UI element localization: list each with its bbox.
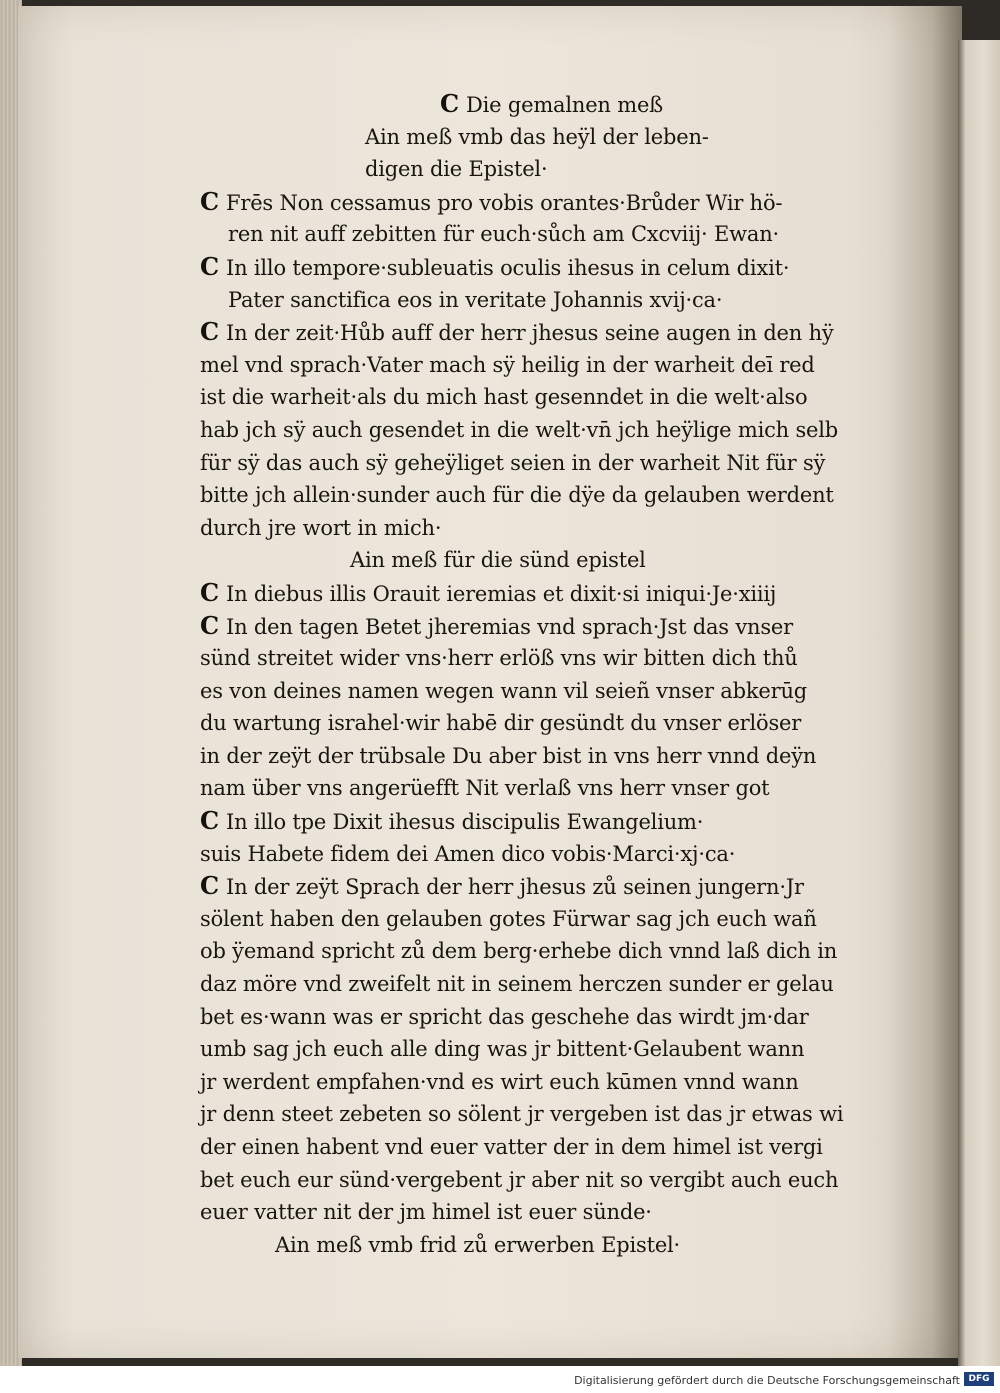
- text-line: [200, 1229, 890, 1262]
- text-line: [200, 121, 890, 154]
- text-line: [200, 838, 890, 871]
- line-text: durch jre wort in mich·: [200, 515, 442, 540]
- text-line: [200, 870, 890, 903]
- line-text: mel vnd sprach·Vater mach sÿ heilig in der warheit deī red: [200, 352, 815, 377]
- pilcrow-mark: C: [200, 251, 219, 281]
- text-line: [200, 218, 890, 251]
- text-line: [200, 903, 890, 936]
- text-line: [200, 251, 890, 284]
- line-text: bitte jch allein·sunder auch für die dÿe da gelauben werdent: [200, 483, 834, 508]
- line-text: bet euch eur sünd·vergebent jr aber nit so vergibt auch euch: [200, 1167, 839, 1192]
- line-text: sölent haben den gelauben gotes Fürwar sag jch euch wañ: [200, 906, 817, 931]
- line-text: daz möre vnd zweifelt nit in seinem herczen sunder er gelau: [200, 972, 834, 997]
- text-line: [200, 284, 890, 317]
- text-line: [200, 1033, 890, 1066]
- line-text: digen die Epistel·: [365, 157, 548, 182]
- text-line: [200, 316, 890, 349]
- line-text: jr denn steet zebeten so sölent jr vergeben ist das jr etwas wi: [200, 1102, 844, 1127]
- pilcrow-mark: C: [200, 186, 219, 216]
- dfg-logo: DFG: [964, 1372, 994, 1386]
- line-text: jr werdent empfahen·vnd es wirt euch kūmen vnnd wann: [200, 1069, 799, 1094]
- text-line: [200, 935, 890, 968]
- text-line: [200, 707, 890, 740]
- text-line: [200, 1066, 890, 1099]
- page-text: [200, 88, 890, 1261]
- text-line: [200, 610, 890, 643]
- text-line: [200, 1164, 890, 1197]
- text-line: [200, 447, 890, 480]
- line-text: es von deines namen wegen wann vil seieñ vnser abkerūg: [200, 678, 808, 703]
- line-text: Frēs Non cessamus pro vobis orantes·Brůder Wir hö-: [226, 190, 783, 215]
- text-line: [200, 1098, 890, 1131]
- text-line: [200, 381, 890, 414]
- line-text: nam über vns angerüefft Nit verlaß vns herr vnser got: [200, 776, 770, 801]
- text-line: [200, 414, 890, 447]
- text-line: [200, 186, 890, 219]
- text-line: [200, 577, 890, 610]
- text-line: [200, 772, 890, 805]
- line-text: ren nit auff zebitten für euch·sůch am Cxcviij· Ewan·: [228, 222, 779, 247]
- text-line: [200, 88, 890, 121]
- line-text: In den tagen Betet jheremias vnd sprach·Jst das vnser: [226, 614, 793, 639]
- line-text: In der zeit·Hůb auff der herr jhesus seine augen in den hÿ: [226, 321, 834, 346]
- line-text: Pater sanctifica eos in veritate Johannis xvij·ca·: [228, 287, 723, 312]
- line-text: Ain meß vmb das heÿl der leben-: [365, 124, 709, 149]
- pilcrow-mark: C: [440, 89, 459, 118]
- text-line: [200, 479, 890, 512]
- text-line: [200, 349, 890, 382]
- text-line: [200, 544, 890, 577]
- pilcrow-mark: C: [200, 871, 219, 901]
- line-text: bet es·wann was er spricht das geschehe das wirdt jm·dar: [200, 1004, 809, 1029]
- text-line: [200, 740, 890, 773]
- line-text: suis Habete fidem dei Amen dico vobis·Marci·xj·ca·: [200, 841, 736, 866]
- line-text: der einen habent vnd euer vatter der in dem himel ist vergi: [200, 1135, 823, 1159]
- text-line: [200, 675, 890, 708]
- line-text: hab jch sÿ auch gesendet in die welt·vn̄ jch heÿlige mich selb: [200, 417, 839, 442]
- text-line: [200, 642, 890, 675]
- line-text: ob ÿemand spricht zů dem berg·erhebe dich vnnd laß dich in: [200, 939, 838, 964]
- pilcrow-mark: C: [200, 317, 219, 347]
- text-line: [200, 1196, 890, 1229]
- line-text: für sÿ das auch sÿ geheÿliget seien in der warheit Nit für sÿ: [200, 450, 826, 475]
- line-text: euer vatter nit der jm himel ist euer sünde·: [200, 1200, 652, 1225]
- line-text: Ain meß vmb frid zů erwerben Epistel·: [275, 1232, 681, 1257]
- line-text: in der zeÿt der trübsale Du aber bist in vns herr vnnd deÿn: [200, 743, 817, 768]
- footer-credit: Digitalisierung gefördert durch die Deutsche Forschungsgemeinschaft: [574, 1374, 960, 1387]
- line-text: In illo tempore·subleuatis oculis ihesus in celum dixit·: [226, 255, 790, 280]
- line-text: ist die warheit·als du mich hast gesenndet in die welt·also: [200, 385, 808, 410]
- text-line: [200, 1001, 890, 1034]
- line-text: sünd streitet wider vns·herr erlöß vns wir bitten dich thů: [200, 646, 798, 671]
- pilcrow-mark: C: [200, 806, 219, 836]
- facing-page-edge: [958, 40, 1000, 1366]
- gutter-shadow: [888, 6, 962, 1358]
- pilcrow-mark: C: [200, 610, 219, 640]
- line-text: In illo tpe Dixit ihesus discipulis Ewangelium·: [226, 810, 704, 835]
- text-line: [200, 968, 890, 1001]
- line-text: In der zeÿt Sprach der herr jhesus zů seinen jungern·Jr: [226, 875, 804, 900]
- line-text: umb sag jch euch alle ding was jr bittent·Gelaubent wann: [200, 1037, 805, 1062]
- pilcrow-mark: C: [200, 577, 219, 607]
- text-line: [200, 1131, 890, 1164]
- text-line: [200, 512, 890, 545]
- text-line: [200, 805, 890, 838]
- line-text: In diebus illis Orauit ieremias et dixit·si iniqui·Je·xiiij: [226, 581, 777, 606]
- line-text: Die gemalnen meß: [466, 93, 663, 117]
- line-text: Ain meß für die sünd epistel: [350, 548, 646, 573]
- text-line: [200, 153, 890, 186]
- line-text: du wartung israhel·wir habē dir gesündt du vnser erlöser: [200, 711, 802, 736]
- footer-bar: [0, 1366, 1000, 1393]
